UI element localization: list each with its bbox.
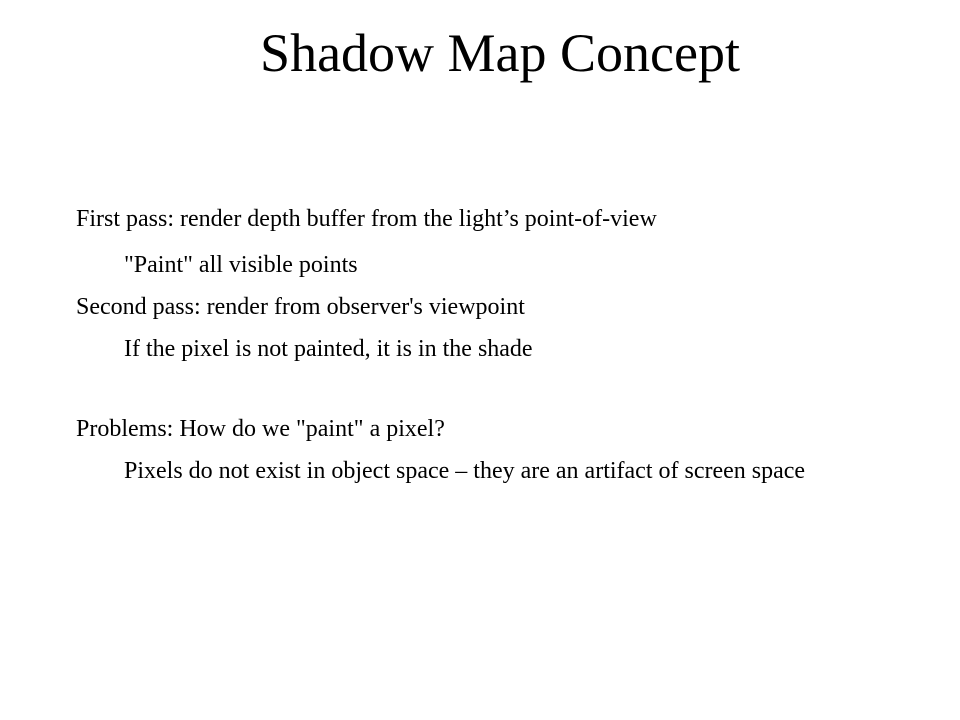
sub-bullet-pixels-object-space: Pixels do not exist in object space – they are an artifact of screen space	[124, 458, 806, 484]
bullet-problems: Problems: How do we "paint" a pixel?	[76, 416, 445, 442]
slide-title: Shadow Map Concept	[260, 23, 740, 83]
bullet-first-pass: First pass: render depth buffer from the light’s point-of-view	[76, 206, 657, 232]
sub-bullet-pixel-not-painted: If the pixel is not painted, it is in the shade	[124, 336, 533, 362]
sub-bullet-paint-visible-points: "Paint" all visible points	[124, 252, 358, 278]
bullet-second-pass: Second pass: render from observer's viewpoint	[76, 294, 525, 320]
